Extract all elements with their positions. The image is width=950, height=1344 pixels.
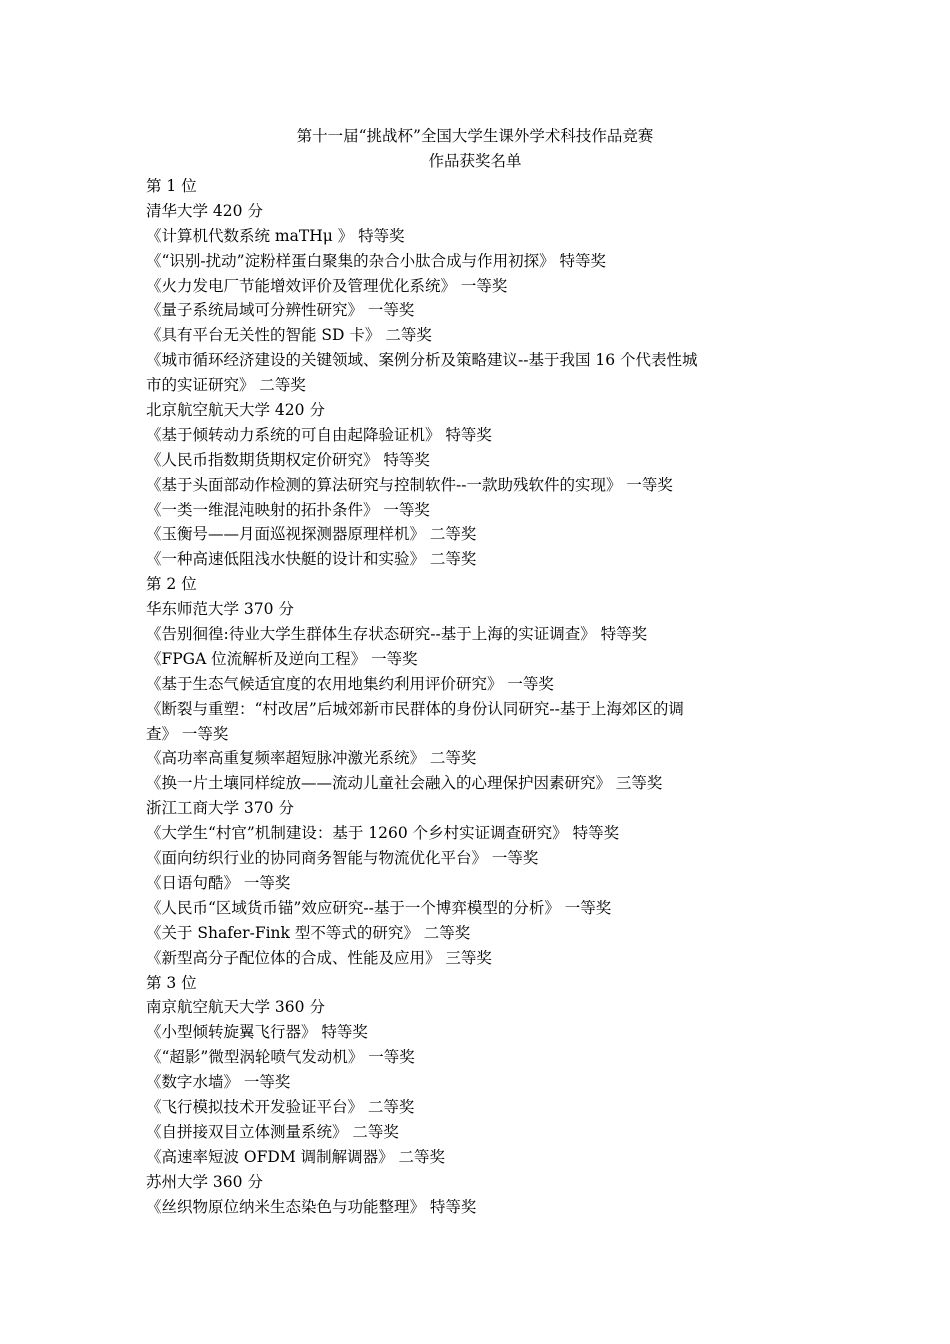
award-entry: 《基于头面部动作检测的算法研究与控制软件--一款助残软件的实现》 一等奖 <box>146 475 673 494</box>
award-entry: 《日语句酷》 一等奖 <box>146 873 291 892</box>
document-title <box>0 124 950 174</box>
rank-heading: 第 3 位 <box>146 973 197 992</box>
university-heading: 浙江工商大学 370 分 <box>146 799 294 818</box>
award-entry: 《换一片土壤同样绽放——流动儿童社会融入的心理保护因素研究》 三等奖 <box>146 774 663 793</box>
award-entry: 《具有平台无关性的智能 SD 卡》 二等奖 <box>146 326 432 345</box>
university-heading: 北京航空航天大学 420 分 <box>146 401 325 420</box>
title-line-1: 第十一届“挑战杯”全国大学生课外学术科技作品竞赛 <box>296 127 654 145</box>
award-entry: 《城市循环经济建设的关键领域、案例分析及策略建议--基于我国 16 个代表性城 <box>146 351 698 370</box>
award-entry: 《一种高速低阻浅水快艇的设计和实验》 二等奖 <box>146 550 477 569</box>
award-entry: 《自拼接双目立体测量系统》 二等奖 <box>146 1122 399 1141</box>
award-entry: 《数字水墙》 一等奖 <box>146 1073 291 1092</box>
award-entry: 《丝织物原位纳米生态染色与功能整理》 特等奖 <box>146 1197 477 1216</box>
award-entry: 《飞行模拟技术开发验证平台》 二等奖 <box>146 1097 415 1116</box>
university-heading: 苏州大学 360 分 <box>146 1172 263 1191</box>
award-entry: 《FPGA 位流解析及逆向工程》 一等奖 <box>146 649 418 668</box>
award-entry: 《计算机代数系统 maTHμ 》 特等奖 <box>146 226 405 245</box>
award-entry: 《人民币“区域货币锚”效应研究--基于一个博弈模型的分析》 一等奖 <box>146 898 612 917</box>
award-list <box>146 174 746 1219</box>
award-entry: 《量子系统局域可分辨性研究》 一等奖 <box>146 301 415 320</box>
rank-heading: 第 1 位 <box>146 177 197 195</box>
award-entry-continued: 市的实证研究》 二等奖 <box>146 376 306 395</box>
award-entry-continued: 查》 一等奖 <box>146 724 229 743</box>
award-entry: 《火力发电厂节能增效评价及管理优化系统》 一等奖 <box>146 276 508 295</box>
award-entry: 《人民币指数期货期权定价研究》 特等奖 <box>146 450 430 469</box>
title-line-2: 作品获奖名单 <box>428 151 522 170</box>
award-entry: 《基于生态气候适宜度的农用地集约利用评价研究》 一等奖 <box>146 674 554 693</box>
rank-heading: 第 2 位 <box>146 575 197 594</box>
award-entry: 《大学生“村官”机制建设：基于 1260 个乡村实证调查研究》 特等奖 <box>146 824 620 843</box>
university-heading: 南京航空航天大学 360 分 <box>146 998 325 1017</box>
award-entry: 《告别徊徨:待业大学生群体生存状态研究--基于上海的实证调查》 特等奖 <box>146 625 648 644</box>
university-heading: 华东师范大学 370 分 <box>146 600 294 619</box>
award-entry: 《一类一维混沌映射的拓扑条件》 一等奖 <box>146 500 430 519</box>
award-entry: 《“识别-扰动”淀粉样蛋白聚集的杂合小肽合成与作用初探》 特等奖 <box>146 251 607 270</box>
award-entry: 《面向纺织行业的协同商务智能与物流优化平台》 一等奖 <box>146 849 539 868</box>
award-entry: 《高功率高重复频率超短脉冲激光系统》 二等奖 <box>146 749 477 768</box>
award-entry: 《高速率短波 OFDM 调制解调器》 二等奖 <box>146 1147 446 1166</box>
university-heading: 清华大学 420 分 <box>146 201 263 220</box>
award-entry: 《断裂与重塑：“村改居”后城郊新市民群体的身份认同研究--基于上海郊区的调 <box>146 699 684 718</box>
award-entry: 《基于倾转动力系统的可自由起降验证机》 特等奖 <box>146 425 492 444</box>
award-entry: 《玉衡号——月面巡视探测器原理样机》 二等奖 <box>146 525 477 544</box>
award-entry: 《新型高分子配位体的合成、性能及应用》 三等奖 <box>146 948 492 967</box>
award-entry: 《小型倾转旋翼飞行器》 特等奖 <box>146 1023 368 1042</box>
award-entry: 《“超影”微型涡轮喷气发动机》 一等奖 <box>146 1048 415 1067</box>
award-entry: 《关于 Shafer-Fink 型不等式的研究》 二等奖 <box>146 923 471 942</box>
